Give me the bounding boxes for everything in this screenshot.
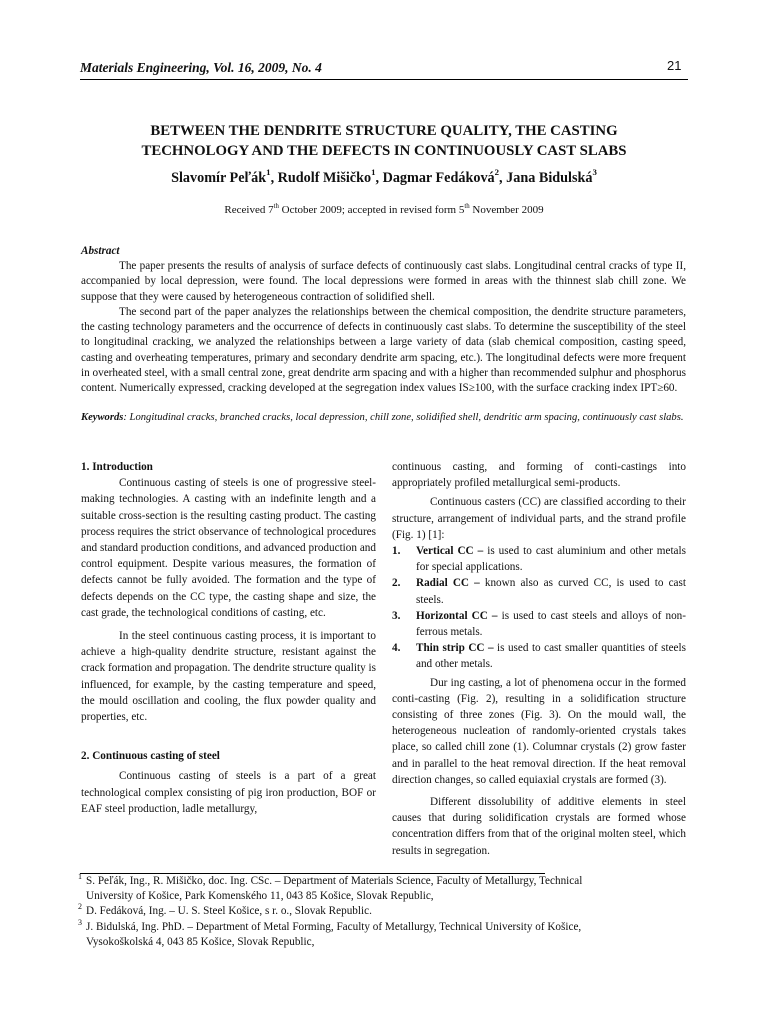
paper-title (80, 121, 688, 161)
paper-title-line-2: TECHNOLOGY AND THE DEFECTS IN CONTINUOUSLY CAST SLABS (141, 143, 627, 159)
paragraph: Different dissolubility of additive elements in steel causes that during solidification crystals are formed whose concentration differs from that of the original molten steel, which results in segregation. (392, 796, 686, 857)
header-rule (80, 79, 688, 80)
author-affiliation-mark: 3 (592, 167, 597, 178)
author-name: Dagmar Fedáková (382, 170, 495, 186)
received-text: November 2009 (469, 204, 544, 216)
list-description: is used to cast steels and alloys of non-ferrous metals. (416, 609, 686, 639)
list-term: Vertical CC – (416, 545, 484, 558)
author-name: Jana Bidulská (506, 170, 593, 186)
paragraph: continuous casting, and forming of conti-castings into appropriately profiled metallurgical semi-products. (392, 461, 686, 490)
keywords (81, 411, 743, 425)
abstract-paragraph: The paper presents the results of analysis of surface defects of continuously cast slabs. Longitudinal central cracks of type II, accompanied by local depression, were found. The local depressions were formed in areas with the thinnest slab chill zone. We suppose that they were caused by heterogeneous contraction of solidified shell. (81, 260, 686, 303)
footnote: 2 D. Fedáková, Ing. – U. S. Steel Košice, s r. o., Slovak Republic. (78, 902, 372, 917)
paper-title-line-1: BETWEEN THE DENDRITE STRUCTURE QUALITY, THE CASTING (150, 123, 618, 139)
journal-title: Materials Engineering, Vol. 16, 2009, No. 4 (80, 60, 322, 75)
list-term: Thin strip CC – (416, 642, 494, 655)
footnote: 3 J. Bidulská, Ing. PhD. – Department of Metal Forming, Faculty of Metallurgy, Technical University of Košice, Vysokoškolská 4, 043 85 Košice, Slovak Republic, (78, 920, 690, 951)
list-item (392, 543, 686, 575)
author-affiliation-mark: 1 (371, 167, 376, 178)
keywords-label: Keywords (81, 412, 124, 423)
abstract-paragraph: The second part of the paper analyzes the relationships between the chemical composition, the dendrite structure parameters, the casting technology parameters and the occurrence of defects in continuously cast slabs. To determine the susceptibility of the steel to longitudinal cracking, we analyzed the relationships between a large variety of data (slab chemical composition, casting speed, casting and overheating temperatures, primary and secondary dendrite arm spacing, etc.). The longitudinal defects were more frequent in overheated steel, with a small central zone, great dendrite arm spacing and with a higher than recommended sulphur and phosphorus content. Numerically expressed, cracking developed at the segregation index values IS≥100, with the surface cracking index IPT≥60. (81, 305, 686, 395)
ordinal-suffix: th (464, 202, 470, 210)
ordinal-suffix: th (273, 202, 279, 210)
list-term: Horizontal CC – (416, 609, 498, 622)
footnote-text: University of Košice, Park Komenského 11, 043 85 Košice, Slovak Republic, (86, 890, 434, 903)
list-text (416, 543, 686, 575)
list-text (416, 575, 686, 607)
paragraph: Dur ing casting, a lot of phenomena occur in the formed conti-casting (Fig. 2), resulting in a solidification structure consisting of three zones (Fig. 3). On the mould wall, the heterogeneous nucleation of randomly-oriented crystals takes place, so called chill zone (1). Columnar crystals (2) grow faster and in parallel to the heat removal direction. If the heat removal direction changes, so called equiaxial crystals are formed (3). (392, 676, 686, 786)
received-text: October 2009; accepted in revised form 5 (278, 204, 465, 216)
paragraph: Continuous casting of steels is a part of a great technological complex consisting of pig iron production, BOF or EAF steel production, ladle metallurgy, (81, 770, 376, 815)
list-number: 2. (392, 577, 401, 590)
author-affiliation-mark: 1 (266, 167, 271, 178)
list-item (392, 640, 686, 672)
list-item (392, 575, 686, 607)
footnote-text: S. Peľák, Ing., R. Mišičko, doc. Ing. CSc. – Department of Materials Science, Faculty of Metallurgy, Technical (86, 875, 583, 887)
abstract-body (81, 259, 686, 397)
author-list (80, 167, 688, 187)
section-heading-introduction: 1. Introduction (81, 461, 153, 473)
right-column (392, 459, 686, 859)
list-number: 3. (392, 609, 401, 622)
list-number: 4. (392, 642, 401, 655)
footnote-text: J. Bidulská, Ing. PhD. – Department of Metal Forming, Faculty of Metallurgy, Technical University of Košice, (86, 921, 582, 933)
author-name: Rudolf Mišičko (277, 170, 372, 186)
author-name: Slavomír Peľák (171, 170, 267, 186)
list-text (416, 640, 686, 672)
keywords-text: : Longitudinal cracks, branched cracks, local depression, chill zone, solidified shell, dendritic arm spacing, continuously cast slabs. (123, 412, 684, 423)
list-text (416, 608, 686, 640)
list-number: 1. (392, 545, 401, 558)
list-description: is used to cast aluminium and other metals for special applications. (416, 545, 686, 574)
author-separator: , (375, 170, 383, 186)
paragraph: In the steel continuous casting process, it is important to achieve a high-quality dendrite structure, resistant against the crack formation and propagation. The dendrite structure quality is influenced, for example, by the casting temperature and speed, the mould oscillation and cooling, the flux powder quality and properties, etc. (81, 630, 376, 724)
list-description: known also as curved CC, is used to cast steels. (416, 577, 686, 606)
footnote: 1 S. Peľák, Ing., R. Mišičko, doc. Ing. CSc. – Department of Materials Science, Faculty of Metallurgy, Technical University of Košice, Park Komenského 11, 043 85 Košice, Slovak Republic, (78, 874, 690, 905)
paragraph: Continuous casters (CC) are classified according to their structure, arrangement of individual parts, and the strand profile (Fig. 1) [1]: (392, 496, 686, 541)
left-column (81, 459, 376, 817)
author-separator: , (499, 170, 507, 186)
list-term: Radial CC – (416, 577, 480, 590)
section-heading-continuous-casting: 2. Continuous casting of steel (81, 750, 220, 763)
list-item (392, 608, 686, 640)
received-dates (80, 204, 688, 216)
footnote-text: Vysokoškolská 4, 043 85 Košice, Slovak Republic, (86, 936, 315, 949)
footnote-text: D. Fedáková, Ing. – U. S. Steel Košice, s r. o., Slovak Republic. (86, 905, 372, 917)
author-affiliation-mark: 2 (494, 167, 500, 178)
page-number: 21 (667, 58, 682, 73)
list-description: is used to cast smaller quantities of steels and other metals. (416, 642, 686, 671)
received-text: Received 7 (224, 204, 274, 216)
abstract-heading: Abstract (81, 245, 120, 257)
author-separator: , (270, 170, 278, 186)
paragraph: Continuous casting of steels is one of progressive steel-making technologies. A casting with an indefinite length and a suitable cross-section is the resulting casting product. The casting process requires the strict observance of technological procedures and standard production conditions, and advanced production and control equipment. Despite various measures, the formation of defects cannot be fully avoided. The formation and the type of defects depends on the CC type, the casting shape and size, the cast grade, the technological conditions of casting, etc. (81, 477, 376, 619)
